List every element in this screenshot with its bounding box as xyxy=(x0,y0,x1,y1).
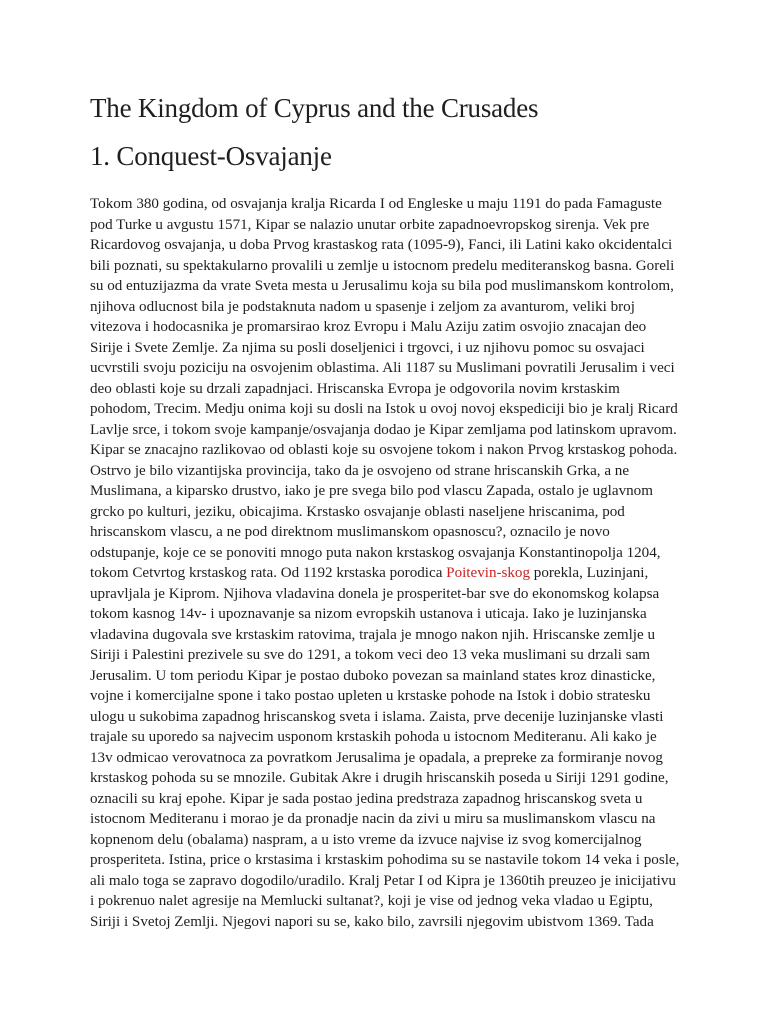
text-line: ulogu u sukobima zapadnog hriscanskog sveta i islama. Zaista, prve decenije luzinjanske vlasti xyxy=(90,708,664,725)
text-line: su od entuzijazma da vrate Sveta mesta u Jerusalimu koja su bila pod muslimanskom kontrolom, xyxy=(90,278,674,294)
text-line: Jerusalim. U tom periodu Kipar je postao duboko povezan sa mainland states kroz dinasticke, xyxy=(90,667,656,684)
text-line: prosperiteta. Istina, price o krstasima i krstaskim pohodima su se nastavile tokom 14 veka i posle, xyxy=(90,852,680,868)
text-line: Ostrvo je bilo vizantijska provincija, tako da je osvojeno od strane hriscanskih Grka, a ne xyxy=(90,462,630,479)
text-line: kopnenom delu (obalama) naspram, a u isto vreme da izvuce najvise iz svog komercijalnog xyxy=(90,831,642,848)
body-paragraph xyxy=(90,194,690,932)
text-line: tokom kasnog 14v- i upoznavanje sa nizom evropskih ustanova i uticaja. Iako je luzinjanska xyxy=(90,606,647,622)
text-line: trajale su uporedo sa najvecim usponom krstaskih pohoda u istocnom Mediteranu. Ali kako je xyxy=(90,729,657,745)
text-line: bili poznati, su spektakularno provalili u zemlje u istocnom predelu mediteranskog basna. Goreli xyxy=(90,257,675,274)
text-line-with-link xyxy=(90,563,690,584)
text-line: 13v odmicao verovatnoca za povratkom Jerusalima je opadala, a prepreke za formiranje novog xyxy=(90,749,663,766)
text-line: ucvrstili svoju poziciju na osvojenim oblastima. Ali 1187 su Muslimani povratili Jerusalim i veci xyxy=(90,360,675,376)
text-line: Lavlje srce, i tokom svoje kampanje/osvajanja dodao je Kipar zemljama pod latinskom upravom. xyxy=(90,421,677,438)
text-line: Sirije i Svete Zemlje. Za njima su posli doseljenici i trgovci, i uz njihovu pomoc su osvajaci xyxy=(90,339,645,356)
text-line: Muslimana, a kiparsko drustvo, iako je pre svega bilo pod vlascu Zapada, ostalo je uglavnom xyxy=(90,483,653,499)
text-line: Ricardovog osvajanja, u doba Prvog krastaskog rata (1095-9), Fanci, ili Latini kako okcidentalci xyxy=(90,237,673,253)
text-line: Kipar se znacajno razlikovao od oblasti koje su osvojene tokom i nakon Prvog krstaskog pohoda. xyxy=(90,442,678,458)
text-line: Tokom 380 godina, od osvajanja kralja Ricarda I od Engleske u maju 1191 do pada Famaguste xyxy=(90,196,662,212)
poitevin-link[interactable]: Poitevin-skog xyxy=(446,565,531,581)
text-segment: porekla, Luzinjani, xyxy=(530,565,649,581)
text-line: vojne i komercijalne spone i tako postao upleten u krstaske pohode na Istok i dobio stratesku xyxy=(90,688,651,704)
document-title: The Kingdom of Cyprus and the Crusades xyxy=(90,93,539,123)
section-heading: 1. Conquest-Osvajanje xyxy=(90,141,332,171)
document-page xyxy=(90,88,690,932)
text-line: i pokrenuo nalet agresije na Memlucki sultanat?, koji je vise od jednog veka vladao u Egiptu, xyxy=(90,893,653,909)
text-line: upravljala je Kiprom. Njihova vladavina donela je prosperitet-bar sve do ekonomskog kolapsa xyxy=(90,585,660,602)
text-line: istocnom Mediteranu i morao je da pronadje nacin da zivi u miru sa muslimanskom vlascu na xyxy=(90,811,656,827)
text-line: grcko po kulturi, jeziku, obicajima. Krstasko osvajanje oblasti naseljene hriscanima, pod xyxy=(90,503,625,520)
text-line: deo oblasti koje su drzali zapadnjaci. Hriscanska Evropa je odgovorila novim krstaskim xyxy=(90,380,620,397)
text-line: odstupanje, koje ce se ponoviti mnogo puta nakon krstaskog osvajanja Konstantinopolja 1204, xyxy=(90,544,661,561)
text-line: Siriji i Palestini prezivele su sve do 1291, a tokom veci deo 13 veka muslimani su drzali sam xyxy=(90,647,651,663)
text-line: vitezova i hodocasnika je promarsirao kroz Evropu i Malu Aziju zatim osvojio znacajan deo xyxy=(90,319,647,335)
text-line: njihova odlucnost bila je podstaknuta nadom u spasenje i zeljom za avanturom, veliki broj xyxy=(90,298,635,315)
text-line: pohodom, Trecim. Medju onima koji su dosli na Istok u ovoj novoj ekspediciji bio je kralj Ricard xyxy=(90,401,678,417)
text-line: ali malo toga se zapravo dogodilo/uradilo. Kralj Petar I od Kipra je 1360tih preuzeo je inicijativu xyxy=(90,872,676,889)
text-line: krstaskog pohoda su se mnozile. Gubitak Akre i drugih hriscanskih poseda u Siriji 1291 godine, xyxy=(90,770,669,786)
text-line: vladavina dugovala sve krstaskim ratovima, trajala je mnogo nakon njih. Hriscanske zemlje u xyxy=(90,626,656,643)
text-line: pod Turke u avgustu 1571, Kipar se nalazio unutar orbite zapadnoevropskog sirenja. Vek pre xyxy=(90,216,650,233)
text-segment: tokom Cetvrtog krstaskog rata. Od 1192 krstaska porodica xyxy=(90,565,447,581)
text-line: oznacili su kraj epohe. Kipar je sada postao jedina predstraza zapadnog hriscanskog sveta u xyxy=(90,790,643,807)
text-line: Siriji i Svetoj Zemlji. Njegovi napori su se, kako bilo, zavrsili njegovim ubistvom 1369. Tada xyxy=(90,913,654,930)
text-line: hriscanskom vlascu, a ne pod direktnom muslimanskom opasnoscu?, oznacilo je novo xyxy=(90,524,610,540)
